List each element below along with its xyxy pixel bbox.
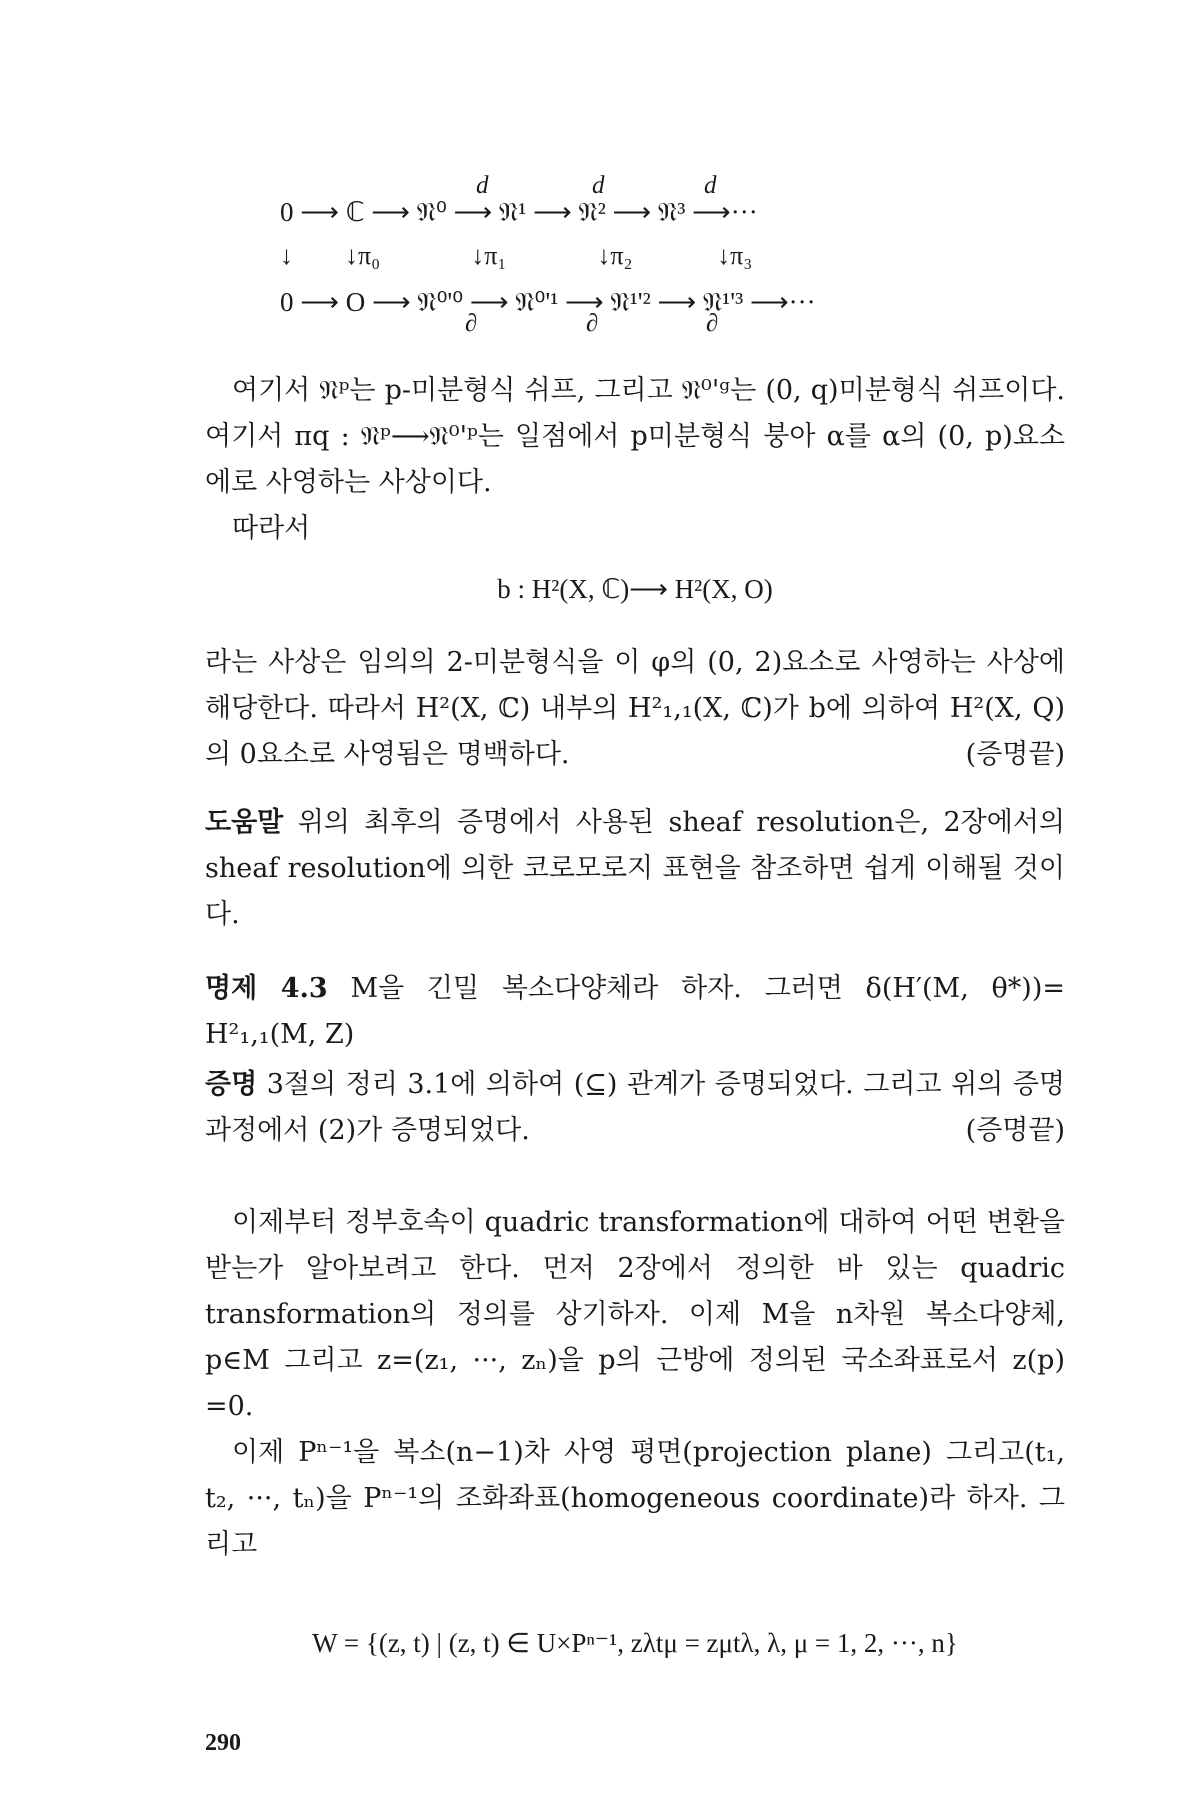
diagram-vertical-arrows: ↓ ↓π₀ ↓π₁ ↓π₂ ↓π₃ (280, 241, 753, 270)
qed-mark-1: (증명끝) (965, 739, 1065, 770)
paragraph-therefore: 따라서 (232, 513, 311, 544)
proof-text: 3절의 정리 3.1에 의하여 (⊆) 관계가 증명되었다. 그리고 위의 증명 과정에서 (2)가 증명되었다. (205, 1069, 1065, 1146)
remark-paragraph (205, 800, 1065, 938)
qed-mark-2: (증명끝) (965, 1115, 1065, 1146)
proposition-paragraph (205, 966, 1065, 1058)
arrow-label-partial1: ∂ (465, 310, 478, 337)
remark-text: 위의 최후의 증명에서 사용된 sheaf resolution은, 2장에서의 sheaf resolution에 의한 코로모로지 표현을 참조하면 쉽게 이해될 것이다. (205, 807, 1065, 930)
paragraph-map-meaning: 라는 사상은 임의의 2-미분형식을 이 φ의 (0, 2)요소로 사영하는 사상에 해당한다. 따라서 H²(X, ℂ) 내부의 H²₁,₁(X, ℂ)가 b에 의하여 H²(X, Q)의 0요소로 사영됨은 명백하다. (205, 647, 1065, 770)
paragraph-sheaf-definition: 여기서 𝔑ᵖ는 p-미분형식 쉬프, 그리고 𝔑⁰'ᵍ는 (0, q)미분형식 쉬프이다. 여기서 πq : 𝔑ᵖ⟶𝔑⁰'ᵖ는 일점에서 p미분형식 붕아 α를 α의 (0, p)요소에로 사영하는 사상이다. (205, 375, 1065, 498)
arrow-label-d3: d (704, 172, 717, 199)
paragraph-quadric-transformation: 이제부터 정부호속이 quadric transformation에 대하여 어떤 변환을 받는가 알아보려고 한다. 먼저 2장에서 정의한 바 있는 quadric transformation의 정의를 상기하자. 이제 M을 n차원 복소다양체, p∈M 그리고 z=(z₁, ···, zₙ)을 p의 근방에 정의된 국소좌표로서 z(p) =0. (205, 1207, 1065, 1422)
remark-label: 도움말 (205, 807, 284, 838)
page-number: 290 (205, 1730, 241, 1756)
diagram-bottom-row: 0 ⟶ O ⟶ 𝔑⁰'⁰ ⟶ 𝔑⁰'¹ ⟶ 𝔑¹'² ⟶ 𝔑¹'³ ⟶··· (280, 287, 816, 317)
arrow-label-d1: d (476, 172, 489, 199)
proposition-text: M을 긴밀 복소다양체라 하자. 그러면 δ(H′(M, θ*))= H²₁,₁(M, Z) (205, 973, 1065, 1050)
formula-map-b: b : H²(X, ℂ)⟶ H²(X, O) (497, 574, 773, 604)
arrow-label-d2: d (592, 172, 605, 199)
arrow-label-partial2: ∂ (586, 310, 599, 337)
paragraph-projective-space: 이제 Pⁿ⁻¹을 복소(n−1)차 사영 평면(projection plane) 그리고(t₁, t₂, ···, tₙ)을 Pⁿ⁻¹의 조화좌표(homogeneous coordinate)라 하자. 그리고 (205, 1437, 1065, 1560)
proposition-label: 명제 4.3 (205, 973, 328, 1004)
commutative-diagram (280, 172, 1040, 350)
diagram-top-row: 0 ⟶ ℂ ⟶ 𝔑⁰ ⟶ 𝔑¹ ⟶ 𝔑² ⟶ 𝔑³ ⟶··· (280, 197, 758, 227)
arrow-label-partial3: ∂ (706, 310, 719, 337)
formula-W-definition: W = {(z, t) | (z, t) ∈ U×Pⁿ⁻¹, zλtμ = zμtλ, λ, μ = 1, 2, ···, n} (312, 1628, 958, 1658)
proof-label: 증명 (205, 1069, 258, 1100)
